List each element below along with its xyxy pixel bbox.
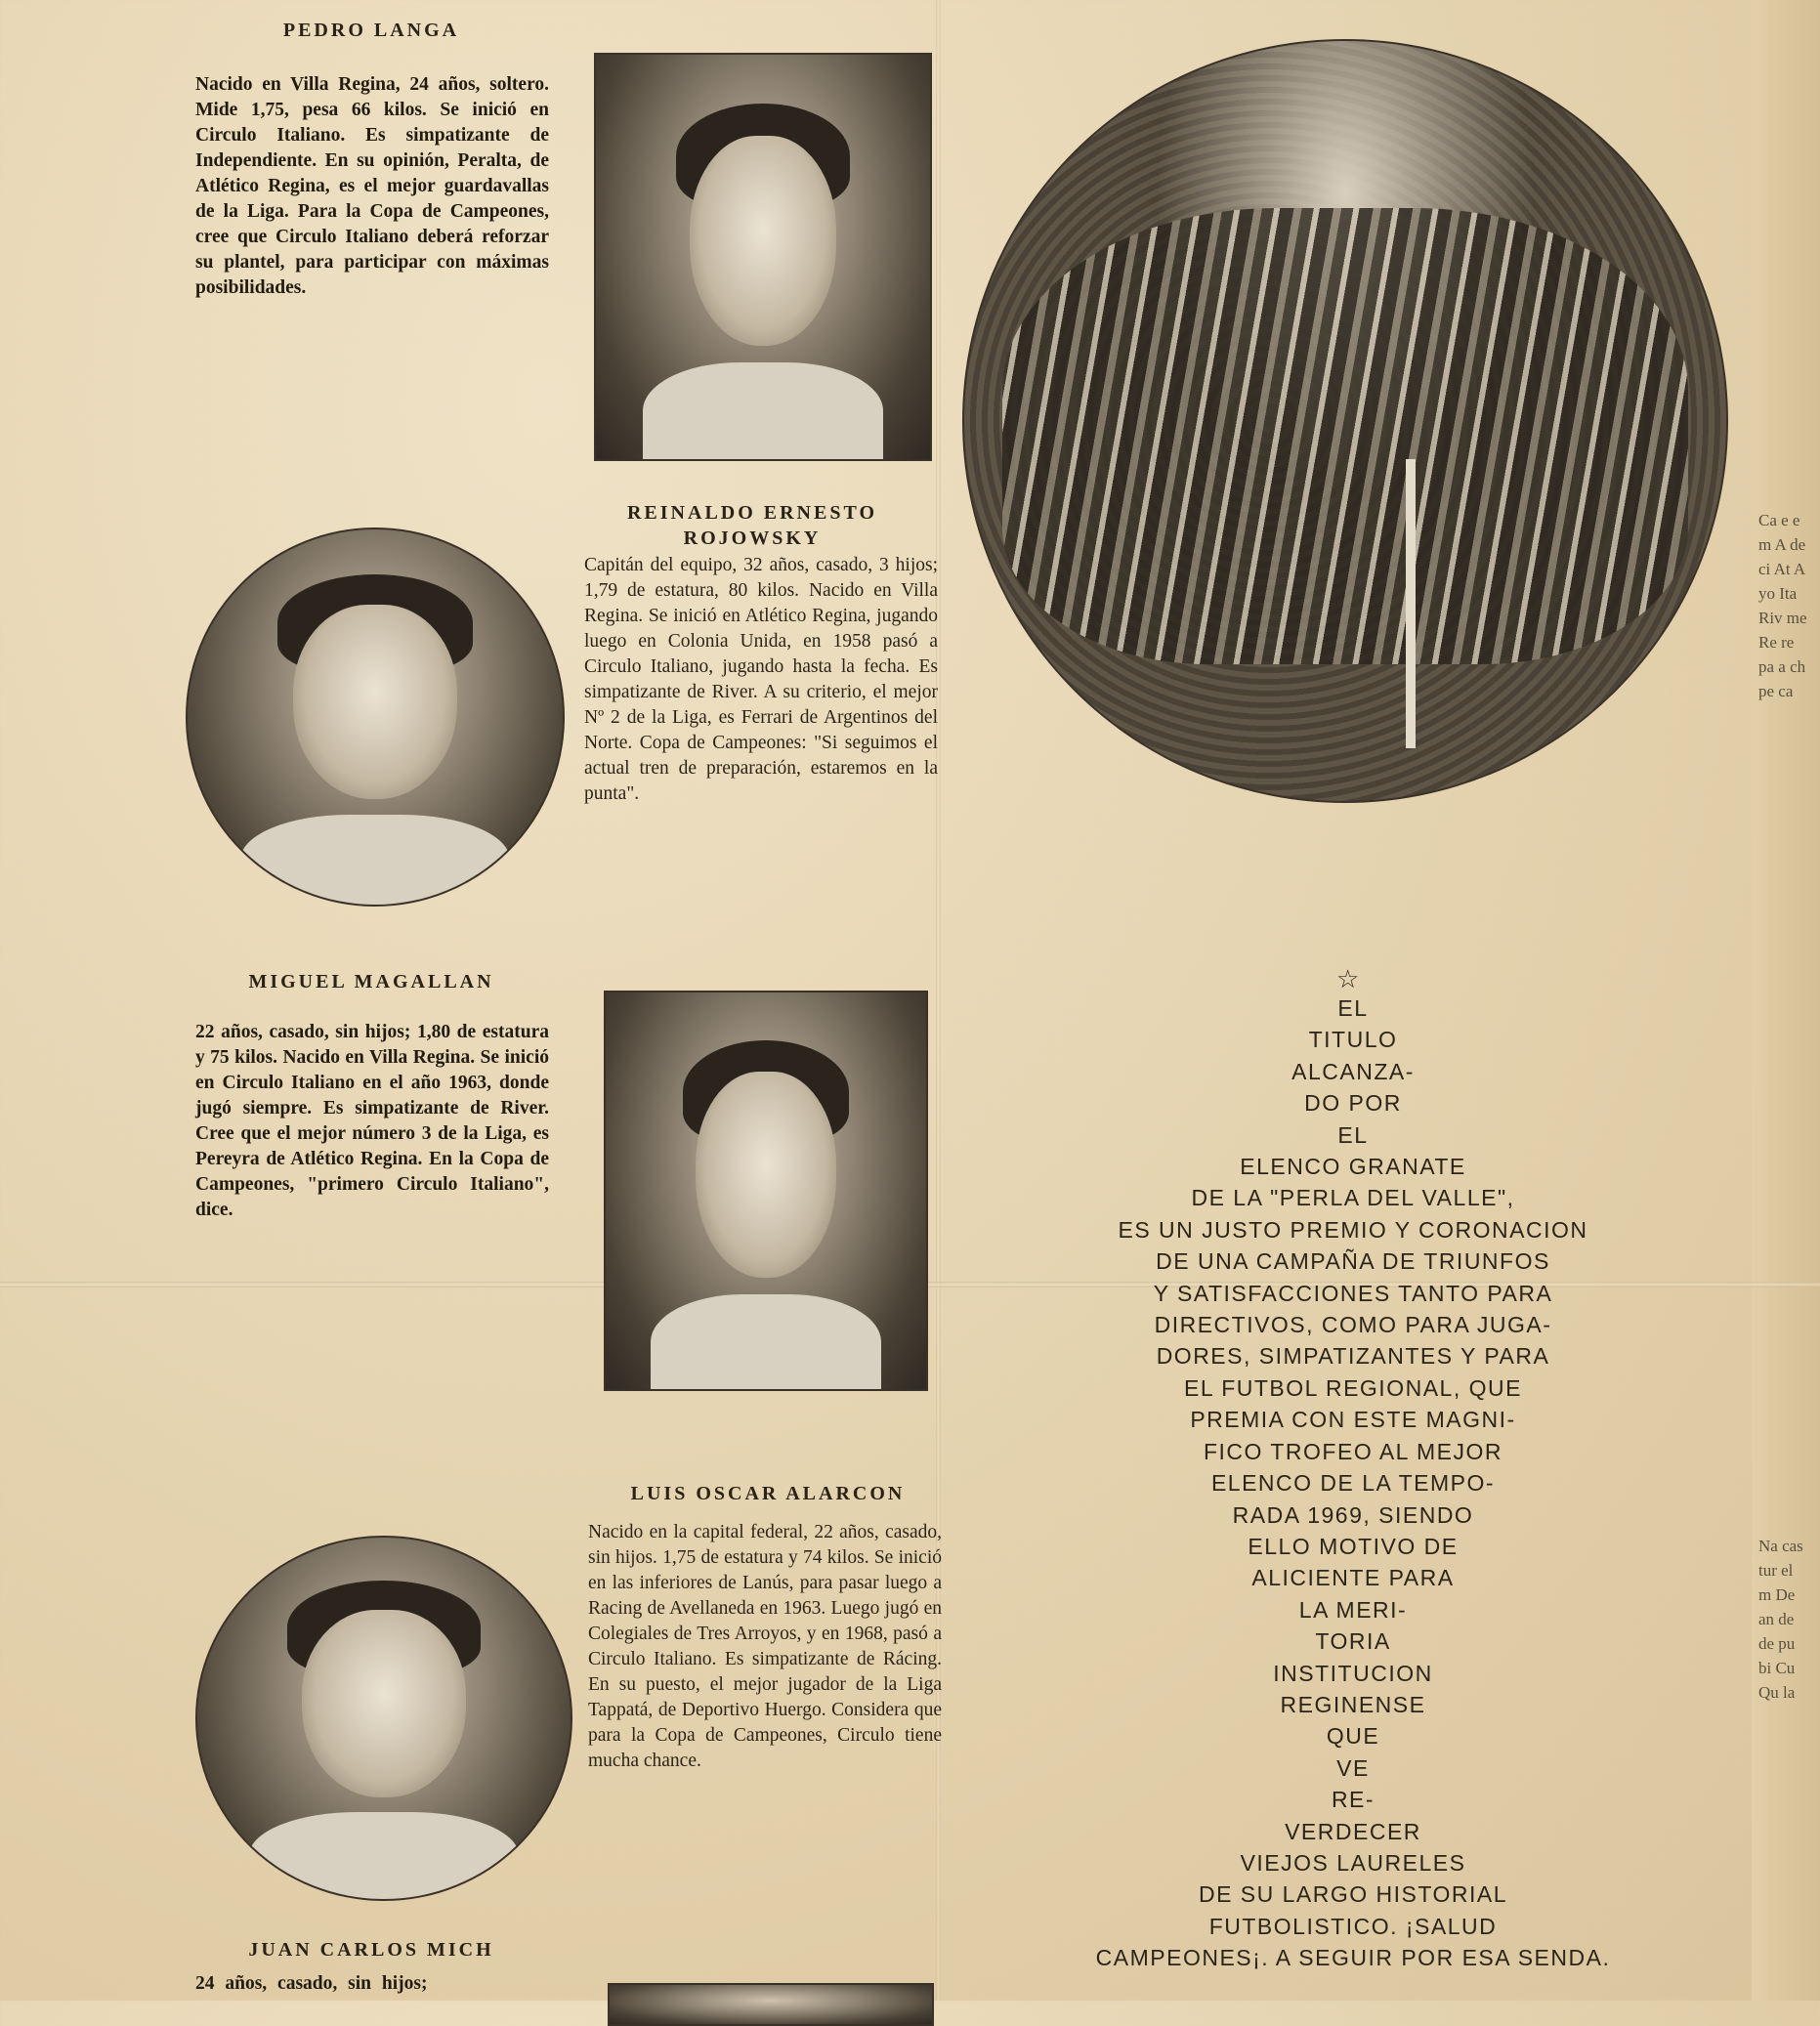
star-icon: ☆ (1336, 965, 1360, 993)
profile-name-alarcon: LUIS OSCAR ALARCON (630, 1483, 906, 1504)
photo-magallan (604, 991, 928, 1391)
tribute-text: EL TITULO ALCANZA- DO POR EL ELENCO GRANATE DE LA "PERLA DEL VALLE", ES UN JUSTO PREMIO Y CORONACION DE UNA CAMPAÑA DE TRIUNFOS Y SATISFACCIONES TANTO PARA DIRECTIVOS, COMO PARA JUGA- DORES, SIMPATIZANTES Y PARA EL FUTBOL REGIONAL, QUE PREMIA CON ESTE MAGNI- FICO TROFEO AL MEJOR ELENCO DE LA TEMPO- RADA 1969, SIENDO ELLO MOTIVO DE ALICIENTE PARA LA MERI- TORIA INSTITUCION REGINENSE QUE VE RE- VERDECER VIEJOS LAURELES DE SU LARGO HISTORIAL FUTBOLISTICO. ¡SALUD CAMPEONES¡. A SEGUIR POR ESA SENDA. (1095, 995, 1611, 1971)
profile-bio-mich: 24 años, casado, sin hijos; (195, 1973, 428, 1994)
profile-bio-alarcon: Nacido en la capital federal, 22 años, casado, sin hijos. 1,75 de estatura y 74 kilos. Se inició en las inferiores de Lanús, para pasar luego a Racing de Avellaneda en 1963. Luego jugó en Colegiales de Tres Arroyos, y en 1968, pasó a Circulo Italiano. Es simpatizante de Rácing. En su puesto, el mejor jugador de la Liga Tappatá, de Deportivo Huergo. Considera que para la Copa de Campeones, Circulo tiene mucha chance. (588, 1522, 942, 1771)
profile-name-mich: JUAN CARLOS MICH (248, 1939, 494, 1961)
photo-langa (594, 53, 932, 461)
photo-rojowsky (186, 528, 565, 907)
photo-alarcon (195, 1536, 572, 1901)
adjacent-column-upper: Ca e e m A de ci At A yo Ita Riv me Re re pa a ch pe ca (1758, 511, 1807, 700)
profile-bio-rojowsky: Capitán del equipo, 32 años, casado, 3 hijos; 1,79 de estatura, 80 kilos. Nacido en Villa Regina. Se inició en Atlético Regina, jugando luego en Colonia Unida, en 1958 pasó a Circulo Italiano, jugando hasta la fecha. Es simpatizante de River. A su criterio, el mejor Nº 2 de la Liga, es Ferrari de Argentinos del Norte. Copa de Campeones: "Si seguimos el actual tren de preparación, estaremos en la punta". (584, 555, 938, 804)
profile-name-langa: PEDRO LANGA (282, 20, 460, 41)
adjacent-column-lower: Na cas tur el m De an de de pu bi Cu Qu la (1758, 1537, 1803, 1702)
profile-name-magallan: MIGUEL MAGALLAN (248, 971, 494, 992)
photo-mich (608, 1983, 934, 2026)
profile-bio-magallan: 22 años, casado, sin hijos; 1,80 de estatura y 75 kilos. Nacido en Villa Regina. Se inició en Circulo Italiano en el año 1963, donde jugó siempre. Es simpatizante de River. Cree que el mejor número 3 de la Liga, es Pereyra de Atlético Regina. En la Copa de Campeones, "primero Circulo Italiano", dice. (195, 1022, 549, 1220)
profile-bio-langa: Nacido en Villa Regina, 24 años, soltero. Mide 1,75, pesa 66 kilos. Se inició en Circulo Italiano. Es simpatizante de Independiente. En su opinión, Peralta, de Atlético Regina, es el mejor guardavallas de la Liga. Para la Copa de Campeones, cree que Circulo Italiano deberá reforzar su plantel, para participar con máximas posibilidades. (195, 74, 549, 298)
profile-name-rojowsky: REINALDO ERNESTO ROJOWSKY (626, 502, 878, 549)
team-photo (962, 39, 1728, 803)
